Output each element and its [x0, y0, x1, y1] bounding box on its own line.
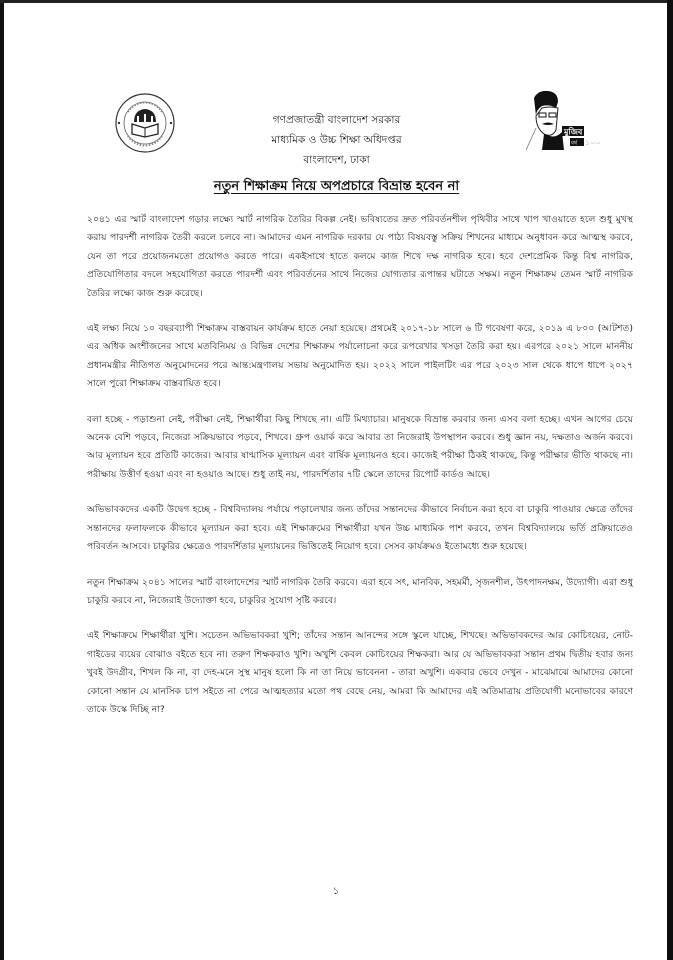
paragraph-4: অভিভাবকদের একটি উদ্বেগ হচ্ছে - বিশ্ববিদ্যালয় পর্যায়ে পড়ালেখার জন্য তাঁদের সন্তানদের কীভাবে নির্বাচন করা হবে বা চাকুরি পাওয়ার ক্ষেত্রে তাঁদের সন্তানদের ফলাফলকে কীভাবে মূল্যায়ন করা হবে। এই শিক্ষাক্রমের শিক্ষার্থীরা যখন উচ্চ মাধ্যমিক পাশ করবে, তখন বিশ্ববিদ্যালয়ে ভর্তি প্রক্রিয়াতেও পরিবর্তন আসবে। চাকুরির ক্ষেত্রেও পারদর্শিতার মূল্যায়নের ভিত্তিতেই নিয়োগ হবে। সেসব কার্যক্রমও ইতোমধ্যে শুরু হয়েছে।: [87, 504, 633, 553]
paragraph-3: বলা হচ্ছে - পড়াশুনা নেই, পরীক্ষা নেই, শিক্ষার্থীরা কিছু শিখছে না। এটি মিথ্যাচার। মানুষকে বিভ্রান্ত করবার জন্য এসব বলা হচ্ছে। এখন আগের চেয়ে অনেক বেশি পড়বে, নিজেরা সক্রিয়ভাবে পড়বে, শিখবে। গ্রুপ ওয়ার্ক করে আবার তা নিজেরাই উপস্থাপন করবে। শুধু জ্ঞান নয়, দক্ষতাও অর্জন করবে। আর মূল্যায়ন হবে প্রতিটি কাজের। আবার ষাণ্মাসিক মূল্যায়ন এবং বার্ষিক মূল্যায়নও হবে। কাজেই পরীক্ষা ঠিকই থাকছে, কিন্তু পরীক্ষার ভীতি থাকছে না। পরীক্ষায় উত্তীর্ণ হওয়া এবং না হওয়াও আছে। শুধু তাই নয়, পারদর্শিতার ৭টি স্কেলে তাদের রিপোর্ট কার্ডও আছে।: [87, 413, 633, 480]
mujib-logo-word: মুজিব: [564, 127, 583, 137]
page-number: ১: [332, 886, 340, 897]
scan-edge-right: [667, 0, 673, 960]
paragraph-5: নতুন শিক্ষাক্রম ২০৪১ সালের স্মার্ট বাংলাদেশের স্মার্ট নাগরিক তৈরি করবে। এরা হবে সৎ, মানবিক, সহমর্মী, সৃজনশীল, উৎপাদনক্ষম, উদ্যোগী। এরা শুধু চাকুরি করবে না, নিজেরাই উদ্যোক্তা হবে, চাকুরির সুযোগ সৃষ্টি করবে।: [87, 576, 633, 606]
document-title: [160, 177, 513, 198]
letterhead: [200, 110, 473, 170]
document-title-text: নতুন শিক্ষাক্রম নিয়ে অপপ্রচারে বিভ্রান্ত হবেন না: [213, 179, 460, 194]
location: বাংলাদেশ, ঢাকা: [303, 154, 370, 166]
document-body: [87, 211, 633, 736]
education-directorate-seal-icon: [114, 92, 176, 154]
paragraph-2: এই লক্ষ্য নিয়ে ১০ বছরব্যাপী শিক্ষাক্রম বাস্তবায়ন কার্যক্রম হাতে নেয়া হয়েছে। প্রথমেই ২০১৭-১৮ সালে ৬ টি গবেষণা করে, ২০১৯ এ ৮০০ (আটশত) এর অধিক অংশীজনের সাথে মতবিনিময় ও বিভিন্ন দেশের শিক্ষাক্রম পর্যালোচনা করে রূপরেখার খসড়া তৈরি করা হয়। এরপরে ২০২১ সালে মাননীয় প্রধানমন্ত্রীর নীতিগত অনুমোদনের পরে আন্ত:মন্ত্রণালয় সভায় অনুমোদিত হয়। ২০২২ সালে পাইলটিং এর পরে ২০২৩ সাল থেকে ধাপে ধাপে ২০২৭ সালে পুরো শিক্ষাক্রম বাস্তবায়িত হবে।: [87, 323, 633, 390]
hundred-logo-word: ১০০: [585, 138, 601, 147]
borsho-logo-word: বর্ষ: [571, 140, 578, 147]
government-name: গণপ্রজাতন্ত্রী বাংলাদেশ সরকার: [272, 114, 401, 126]
paragraph-1: ২০৪১ এর স্মার্ট বাংলাদেশ গড়ার লক্ষ্যে স্মার্ট নাগরিক তৈরির বিকল্প নেই। ভবিষ্যতের দ্রুত পরিবর্তনশীল পৃথিবীর সাথে খাপ খাওয়াতে হলে শুধু মুখস্থ করায় পারদর্শী নাগরিক তৈরী করলে চলবে না। আমাদের এমন নাগরিক দরকার যে পাঠ্য বিষয়বস্তু সক্রিয় শিখনের মাধ্যমে অনুধাবন করে আত্মস্থ করবে, যেন তা পরে প্রয়োজনমতো প্রয়োগও করতে পারে। একইসাথে হাতে কলমে কাজ শিখে দক্ষ নাগরিক হবে। হবে দেশপ্রেমিক কিন্তু বিশ্ব নাগরিক, প্রতিযোগিতার বদলে সহযোগিতা করতে পারদর্শী এবং পরিবর্তনের সাথে নিজের যোগ্যতার রূপান্তর ঘটাতে সক্ষম। নতুন শিক্ষাক্রম তেমন স্মার্ট নাগরিক তৈরির লক্ষ্যে কাজ শুরু করেছে।: [87, 214, 633, 299]
directorate-name: মাধ্যমিক ও উচ্চ শিক্ষা অধিদপ্তর: [271, 134, 402, 146]
paragraph-6: এই শিক্ষাক্রমে শিক্ষার্থীরা খুশি। সচেতন অভিভাবকরা খুশি; তাঁদের সন্তান আনন্দের সঙ্গে স্কুলে যাচ্ছে, শিখছে। অভিভাবকদের আর কোচিংয়ের, নোট-গাইডের ব্যয়ের বোঝাও বইতে হবে না। তরুণ শিক্ষকরাও খুশি। অখুশি কেবল কোচিংয়ের শিক্ষকরা। আর যে অভিভাবকরা সন্তান প্রথম দ্বিতীয় হবার জন্য খুবই উদগ্রীব, শিখল কি না, বা দেহ-মনে সুস্থ মানুষ হলো কি না তা নিয়ে ভাবেননা - তারা অখুশি। একবার ভেবে দেখুন - মাঝেমাঝে আমাদের কোনো কোনো সন্তান যে মানসিক চাপ সইতে না পেরে আত্মহত্যার মতো পথ বেছে নেয়, আমরা কি আমাদের এই অতিমাত্রায় প্রতিযোগী মনোভাবের কারণে তাকে উস্কে দিচ্ছি না?: [87, 630, 633, 715]
mujib-borsho-100-logo: [520, 88, 610, 158]
